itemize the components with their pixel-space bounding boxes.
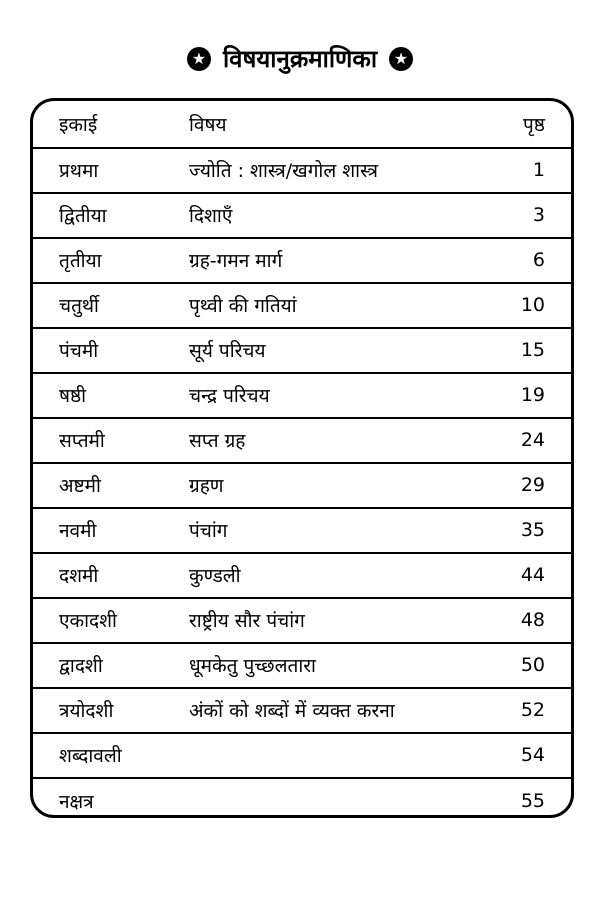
table-row <box>33 239 571 284</box>
row-topic: धूमकेतु पुच्छलतारा <box>189 655 316 678</box>
table-header <box>33 101 571 149</box>
row-topic: ग्रह-गमन मार्ग <box>189 250 283 273</box>
row-topic: सप्त ग्रह <box>189 430 246 453</box>
row-page: 3 <box>532 204 545 227</box>
row-unit: द्वितीया <box>59 205 107 228</box>
row-page: 50 <box>520 654 545 677</box>
table-row <box>33 734 571 779</box>
row-unit: द्वादशी <box>59 655 103 678</box>
row-topic: सूर्य परिचय <box>189 340 266 363</box>
row-unit: पंचमी <box>59 340 99 363</box>
row-topic: पृथ्वी की गतियां <box>189 295 297 318</box>
row-page: 15 <box>520 339 545 362</box>
row-page: 24 <box>520 429 545 452</box>
row-unit: नवमी <box>59 520 97 543</box>
header-topic: विषय <box>189 114 227 136</box>
row-topic: कुण्डली <box>189 565 241 588</box>
row-unit: नक्षत्र <box>59 791 94 814</box>
row-page: 10 <box>520 294 545 317</box>
row-page: 54 <box>520 744 545 767</box>
table-row <box>33 329 571 374</box>
table-row <box>33 509 571 554</box>
row-topic: ज्योति : शास्त्र/खगोल शास्त्र <box>189 160 378 183</box>
row-topic: ग्रहण <box>189 475 224 498</box>
row-unit: एकादशी <box>59 610 117 633</box>
row-page: 6 <box>532 249 545 272</box>
table-row <box>33 554 571 599</box>
row-unit: त्रयोदशी <box>59 700 114 723</box>
row-unit: चतुर्थी <box>59 295 99 318</box>
row-page: 29 <box>520 474 545 497</box>
row-topic: अंकों को शब्दों में व्यक्त करना <box>189 700 395 723</box>
row-unit: तृतीया <box>59 250 102 273</box>
row-unit: सप्तमी <box>59 430 105 453</box>
row-topic: चन्द्र परिचय <box>189 385 270 408</box>
header-page: पृष्ठ <box>523 114 545 136</box>
row-page: 52 <box>520 699 545 722</box>
star-icon: ★ <box>389 47 413 71</box>
table-row <box>33 779 571 818</box>
table-row <box>33 644 571 689</box>
table-row <box>33 194 571 239</box>
row-topic: पंचांग <box>189 520 228 543</box>
row-page: 55 <box>520 790 545 813</box>
page-title: विषयानुक्रमाणिका <box>222 45 378 73</box>
table-row <box>33 689 571 734</box>
row-page: 48 <box>520 609 545 632</box>
row-page: 44 <box>520 564 545 587</box>
table-row <box>33 464 571 509</box>
row-page: 19 <box>520 384 545 407</box>
contents-table <box>30 98 574 818</box>
header-unit: इकाई <box>59 114 98 136</box>
row-page: 35 <box>520 519 545 542</box>
row-unit: दशमी <box>59 565 99 588</box>
table-row <box>33 599 571 644</box>
table-row <box>33 374 571 419</box>
table-row <box>33 284 571 329</box>
table-row <box>33 419 571 464</box>
row-topic: दिशाएँ <box>189 205 233 228</box>
row-unit: प्रथमा <box>59 160 99 183</box>
row-unit: शब्दावली <box>59 745 122 768</box>
page-title-block <box>0 42 600 75</box>
row-topic: राष्ट्रीय सौर पंचांग <box>189 610 305 633</box>
star-icon: ★ <box>187 47 211 71</box>
row-page: 1 <box>532 159 545 182</box>
table-row <box>33 149 571 194</box>
row-unit: षष्ठी <box>59 385 87 408</box>
row-unit: अष्टमी <box>59 475 101 498</box>
